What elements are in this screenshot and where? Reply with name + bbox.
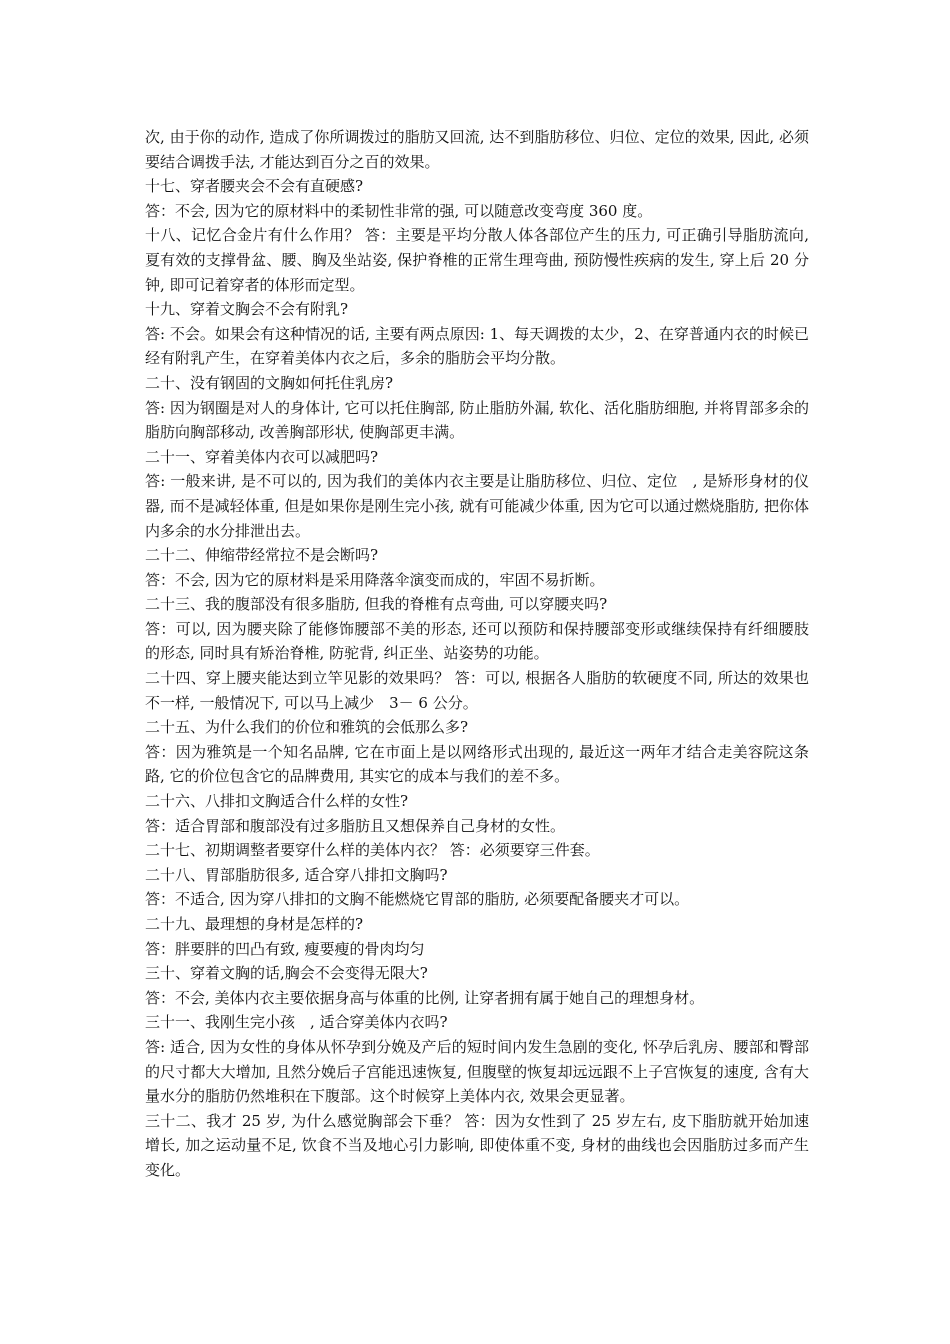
document-body xyxy=(145,125,809,1183)
question-22: 二十二、伸缩带经常拉不是会断吗? xyxy=(145,546,379,565)
question-17: 十七、穿者腰夹会不会有直硬感? xyxy=(145,177,364,196)
answer-17: 答：不会, 因为它的原材料中的柔韧性非常的强, 可以随意改变弯度 360 度。 xyxy=(145,201,653,220)
answer-25: 答：因为雅筑是一个知名品牌, 它在市面上是以网络形式出现的, 最近这一两年才结合走美容院这条路, 它的价位包含它的品牌费用, 其实它的成本与我们的差不多。 xyxy=(145,742,809,786)
answer-30: 答：不会, 美体内衣主要依据身高与体重的比例, 让穿者拥有属于她自己的理想身材。 xyxy=(145,988,705,1007)
answer-19: 答: 不会。如果会有这种情况的话, 主要有两点原因: 1、每天调拨的太少，2、在穿普通内衣的时候已经有附乳产生，在穿着美体内衣之后，多余的脂肪会平均分散。 xyxy=(145,324,809,368)
question-answer-24: 二十四、穿上腰夹能达到立竿见影的效果吗？ 答：可以, 根据各人脂肪的软硬度不同, 所达的效果也不一样, 一般情况下, 可以马上减少 3－ 6 公分。 xyxy=(145,669,809,712)
answer-29: 答：胖要胖的凹凸有致, 瘦要瘦的骨肉均匀 xyxy=(145,939,425,958)
question-answer-18: 十八、记忆合金片有什么作用？ 答：主要是平均分散人体各部位产生的压力, 可正确引导脂肪流向, 夏有效的支撑骨盆、腰、胸及坐站姿, 保护脊椎的正常生理弯曲, 预防慢性疾病的发生, 穿上后 20 分钟, 即可记着穿者的体形而定型。 xyxy=(145,226,809,294)
question-30: 三十、穿着文胸的话,胸会不会变得无限大? xyxy=(145,964,428,983)
answer-26: 答：适合胃部和腹部没有过多脂肪且又想保养自己身材的女性。 xyxy=(145,816,566,835)
question-answer-32: 三十二、我才 25 岁, 为什么感觉胸部会下垂？ 答：因为女性到了 25 岁左右, 皮下脂肪就开始加速增长, 加之运动量不足, 饮食不当及地心引力影响, 即使体重不变, 身材的曲线也会因脂肪过多而产生变化。 xyxy=(145,1111,809,1179)
question-21: 二十一、穿着美体内衣可以减肥吗? xyxy=(145,447,379,466)
question-25: 二十五、为什么我们的价位和雅筑的会低那么多? xyxy=(145,718,469,737)
question-answer-27: 二十七、初期调整者要穿什么样的美体内衣？ 答：必须要穿三件套。 xyxy=(145,841,600,860)
answer-28: 答：不适合, 因为穿八排扣的文胸不能燃烧它胃部的脂肪, 必须要配备腰夹才可以。 xyxy=(145,890,690,909)
answer-23: 答：可以, 因为腰夹除了能修饰腰部不美的形态, 还可以预防和保持腰部变形或继续保持有纤细腰肢的形态, 同时具有矫治脊椎, 防驼背, 纠正坐、站姿势的功能。 xyxy=(145,619,809,663)
question-31: 三十一、我刚生完小孩 , 适合穿美体内衣吗? xyxy=(145,1013,448,1032)
answer-20: 答: 因为钢圈是对人的身体计, 它可以托住胸部, 防止脂肪外漏, 软化、活化脂肪细胞, 并将胃部多余的脂肪向胸部移动, 改善胸部形状, 使胸部更丰满。 xyxy=(145,398,809,442)
answer-22: 答：不会, 因为它的原材料是采用降落伞演变而成的，牢固不易折断。 xyxy=(145,570,605,589)
question-19: 十九、穿着文胸会不会有附乳? xyxy=(145,300,349,319)
paragraph-continuation: 次, 由于你的动作, 造成了你所调拨过的脂肪又回流, 达不到脂肪移位、归位、定位的效果, 因此, 必须要结合调拨手法, 才能达到百分之百的效果。 xyxy=(145,128,809,171)
answer-31: 答: 适合, 因为女性的身体从怀孕到分娩及产后的短时间内发生急剧的变化, 怀孕后乳房、腰部和臀部的尺寸都大大增加, 且然分娩后子宫能迅速恢复, 但腹壁的恢复却远远跟不上子宫恢复的速度, 含有大量水分的脂肪仍然堆积在下腹部。这个时候穿上美体内衣, 效果会更显著。 xyxy=(145,1037,809,1106)
question-29: 二十九、最理想的身材是怎样的? xyxy=(145,915,364,933)
question-26: 二十六、八排扣文胸适合什么样的女性? xyxy=(145,792,409,811)
answer-21: 答: 一般来讲, 是不可以的, 因为我们的美体内衣主要是让脂肪移位、归位、定位 , 是矫形身材的仪器, 而不是减轻体重, 但是如果你是刚生完小孩, 就有可能减少体重, 因为它可以通过燃烧脂肪, 把你体内多余的水分排泄出去。 xyxy=(145,472,809,540)
question-23: 二十三、我的腹部没有很多脂肪, 但我的脊椎有点弯曲, 可以穿腰夹吗? xyxy=(145,595,608,614)
question-20: 二十、没有钢固的文胸如何托住乳房? xyxy=(145,373,394,392)
question-28: 二十八、胃部脂肪很多, 适合穿八排扣文胸吗? xyxy=(145,865,448,884)
